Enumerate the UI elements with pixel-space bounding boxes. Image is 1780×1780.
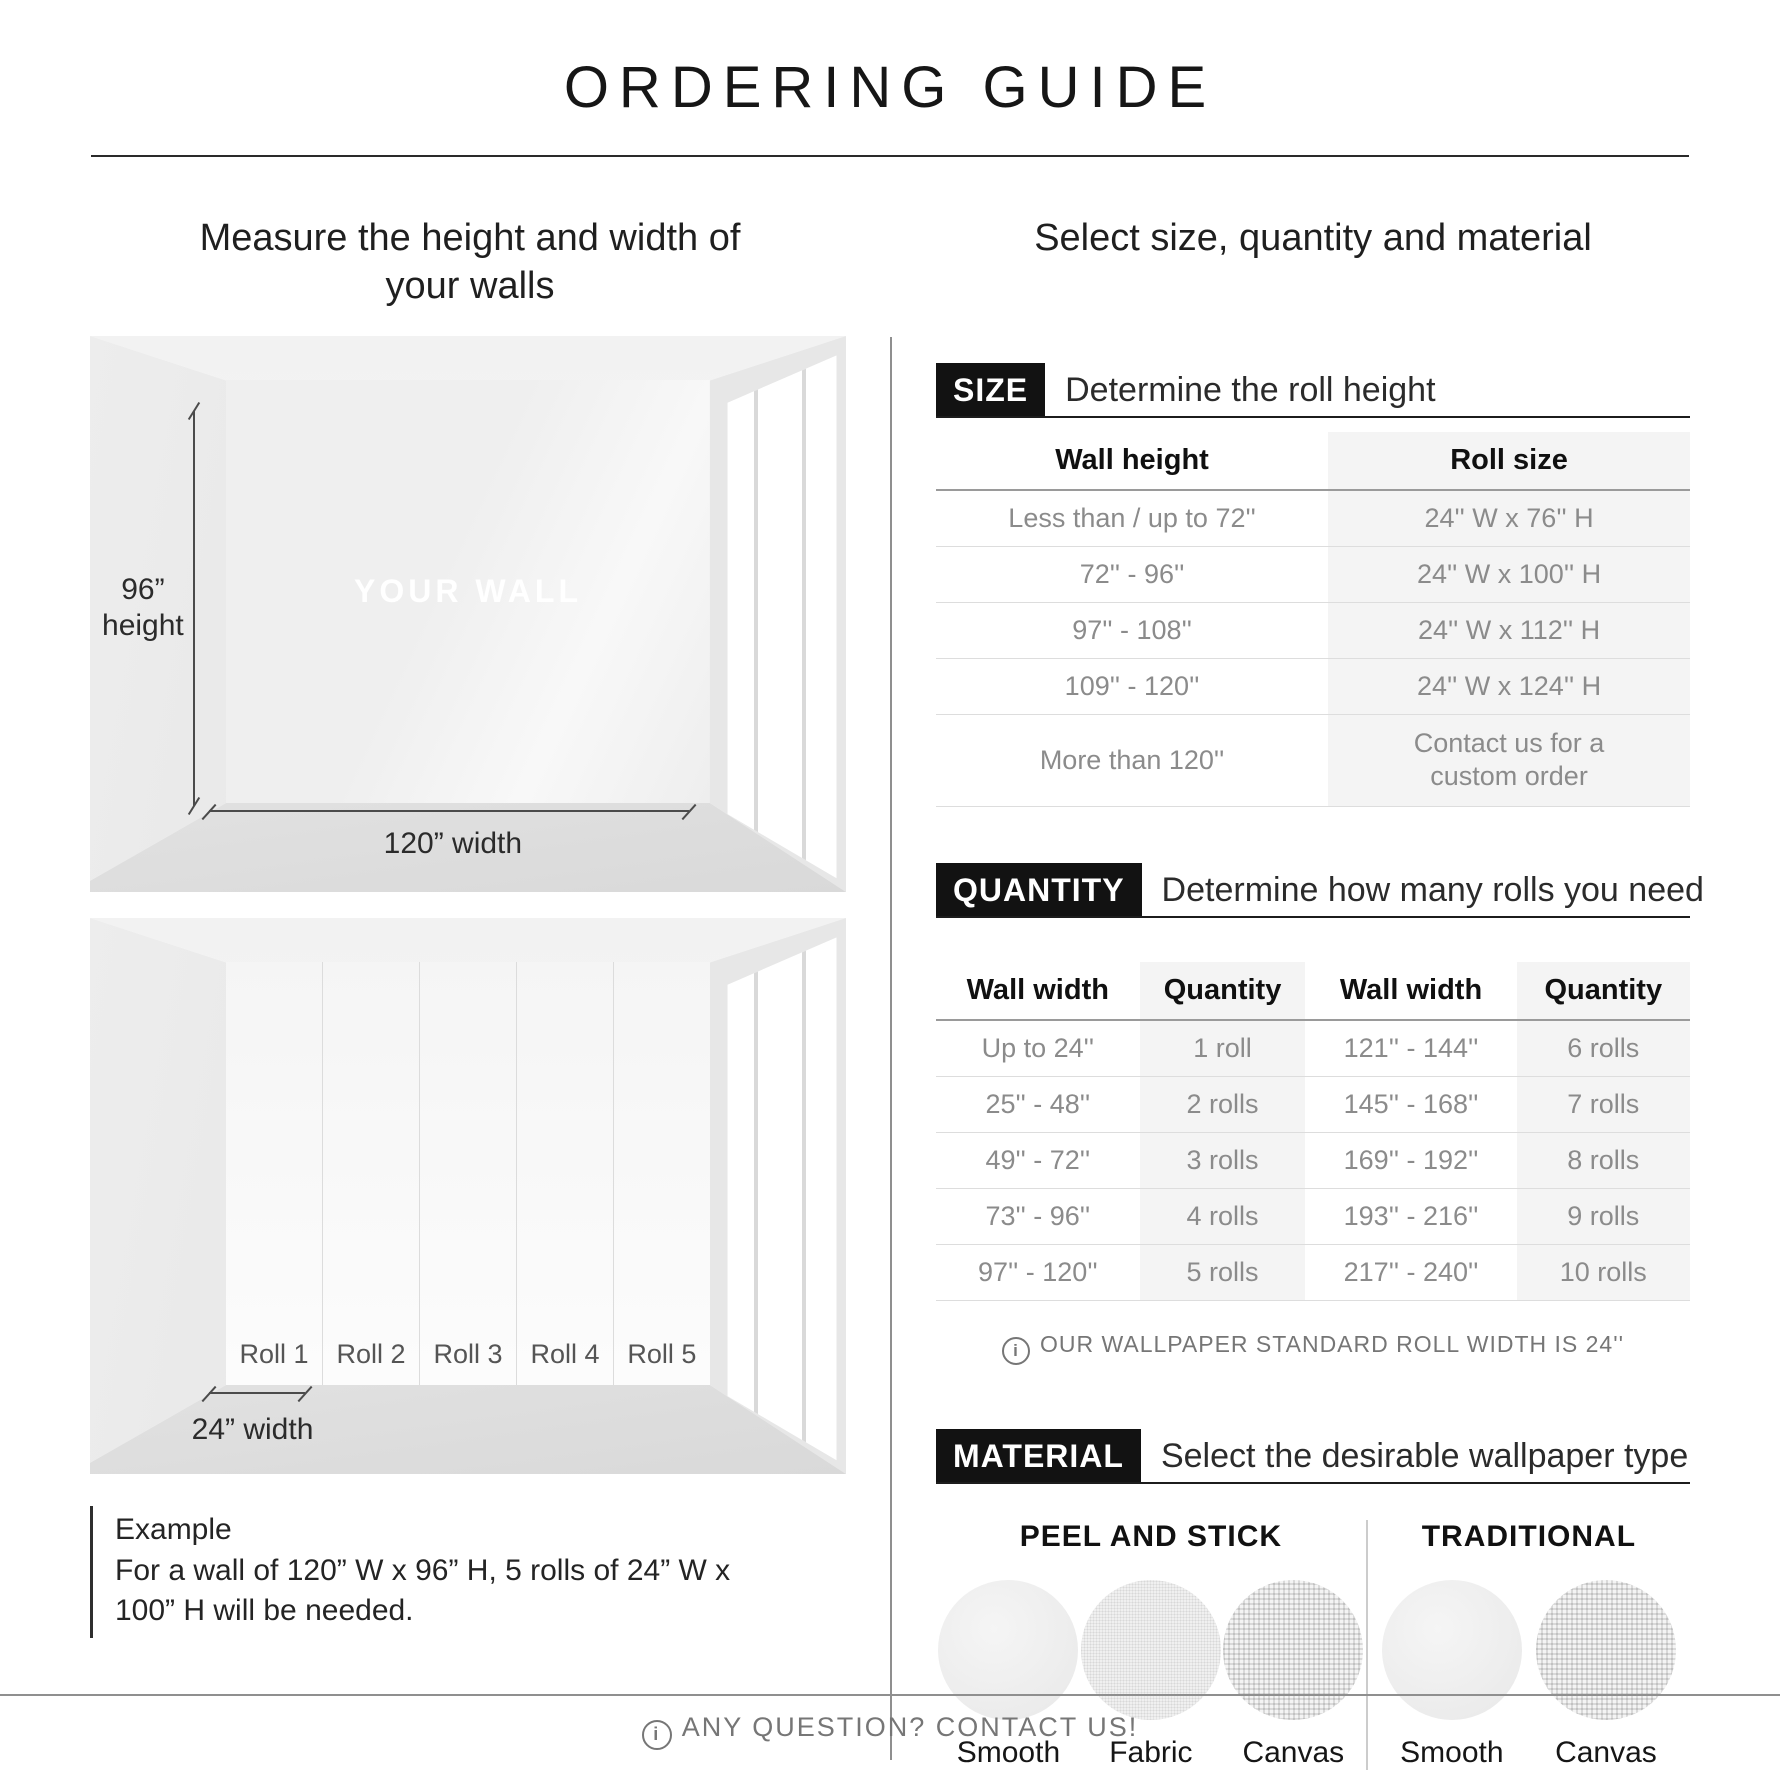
quantity-subtitle: Determine how many rolls you need (1161, 871, 1704, 909)
wall-height-cell: More than 120'' (936, 714, 1328, 807)
height-dimension-line (193, 411, 195, 806)
roll-panel (226, 962, 323, 1385)
size-subtitle: Determine the roll height (1065, 370, 1436, 409)
swatch-label: Fabric (1109, 1736, 1193, 1769)
quantity-cell: 8 rolls (1517, 1133, 1690, 1189)
table-row (936, 1245, 1690, 1301)
table-row (936, 1077, 1690, 1133)
qty-col-wall-width-1: Wall width (936, 962, 1140, 1020)
table-row (936, 602, 1690, 658)
roll-panel (517, 962, 614, 1385)
roll-label: Roll 3 (433, 1339, 503, 1370)
room-window (710, 918, 846, 1474)
roll-label: Roll 5 (627, 1339, 697, 1370)
size-badge: SIZE (936, 363, 1045, 416)
roll-width-note-text: OUR WALLPAPER STANDARD ROLL WIDTH IS 24'' (1040, 1331, 1624, 1357)
info-icon: i (1002, 1337, 1030, 1365)
example-title: Example (115, 1513, 232, 1546)
wall-height-cell: 109'' - 120'' (936, 658, 1328, 714)
quantity-cell: 3 rolls (1140, 1133, 1306, 1189)
material-badge: MATERIAL (936, 1429, 1141, 1482)
width-dimension-line (209, 810, 688, 812)
footer (0, 1694, 1780, 1750)
wall-height-cell: Less than / up to 72'' (936, 490, 1328, 547)
contact-text: ANY QUESTION? CONTACT US! (681, 1712, 1139, 1742)
table-row (936, 1189, 1690, 1245)
title-divider (91, 155, 1689, 157)
peel-and-stick-label: PEEL AND STICK (1019, 1520, 1283, 1553)
quantity-section (936, 863, 1704, 1365)
wall-width-cell: 97'' - 120'' (936, 1245, 1140, 1301)
quantity-cell: 10 rolls (1517, 1245, 1690, 1301)
table-row (936, 546, 1690, 602)
qty-col-quantity-1: Quantity (1140, 962, 1306, 1020)
size-col-roll-size: Roll size (1328, 432, 1690, 490)
wall-width-cell: 73'' - 96'' (936, 1189, 1140, 1245)
roll-panels (226, 962, 710, 1385)
wall-width-cell: 169'' - 192'' (1305, 1133, 1516, 1189)
height-label (94, 572, 192, 644)
swatch-label: Smooth (956, 1736, 1061, 1769)
roll-width-note (936, 1331, 1690, 1365)
size-col-wall-height: Wall height (936, 432, 1328, 490)
wall-width-cell: 49'' - 72'' (936, 1133, 1140, 1189)
swatch-label: Smooth (1400, 1736, 1504, 1769)
table-row (936, 658, 1690, 714)
roll-panel (420, 962, 517, 1385)
quantity-cell: 4 rolls (1140, 1189, 1306, 1245)
wall-width-cell: 193'' - 216'' (1305, 1189, 1516, 1245)
info-icon: i (642, 1720, 672, 1750)
quantity-cell: 7 rolls (1517, 1077, 1690, 1133)
size-section-header (936, 363, 1690, 418)
height-value: 96” (121, 573, 165, 607)
swatch-label: Canvas (1242, 1736, 1345, 1769)
quantity-cell: 5 rolls (1140, 1245, 1306, 1301)
table-row (936, 714, 1690, 807)
select-column (936, 215, 1704, 1770)
roll-size-cell (1328, 714, 1690, 807)
quantity-cell: 1 roll (1140, 1020, 1306, 1077)
size-section (936, 363, 1690, 808)
wall-width-cell: 121'' - 144'' (1305, 1020, 1516, 1077)
traditional-label: TRADITIONAL (1421, 1520, 1637, 1553)
roll-label: Roll 2 (336, 1339, 406, 1370)
quantity-table (936, 962, 1690, 1301)
wall-width-cell: 145'' - 168'' (1305, 1077, 1516, 1133)
table-row (936, 1133, 1690, 1189)
width-label: 120” width (383, 827, 523, 861)
qty-col-wall-width-2: Wall width (1305, 962, 1516, 1020)
wall-width-cell: 25'' - 48'' (936, 1077, 1140, 1133)
roll-size-cell: 24'' W x 124'' H (1328, 658, 1690, 714)
wall-width-cell: Up to 24'' (936, 1020, 1140, 1077)
material-section-header (936, 1429, 1690, 1484)
qty-col-quantity-2: Quantity (1517, 962, 1690, 1020)
example-block (90, 1506, 850, 1638)
roll-label: Roll 1 (239, 1339, 309, 1370)
roll-label: Roll 4 (530, 1339, 600, 1370)
page-title: ORDERING GUIDE (563, 55, 1217, 120)
size-table (936, 432, 1690, 808)
roll-size-cell: 24'' W x 100'' H (1328, 546, 1690, 602)
quantity-section-header (936, 863, 1704, 918)
roll-width-label: 24” width (191, 1412, 314, 1446)
room-window (710, 336, 846, 892)
header (0, 54, 1780, 157)
measure-heading: Measure the height and width of your walls (199, 217, 741, 307)
custom-order-note: Contact us for a custom order (1413, 727, 1605, 792)
room-illustration-measure (90, 336, 846, 892)
roll-panel (323, 962, 420, 1385)
roll-panel (614, 962, 710, 1385)
table-row (936, 1020, 1690, 1077)
column-divider (890, 337, 892, 1760)
room-illustration-rolls (90, 918, 846, 1474)
roll-size-cell: 24'' W x 112'' H (1328, 602, 1690, 658)
select-heading: Select size, quantity and material (1034, 217, 1592, 259)
height-word: height (102, 609, 184, 643)
wall-height-cell: 97'' - 108'' (936, 602, 1328, 658)
quantity-cell: 6 rolls (1517, 1020, 1690, 1077)
wall-width-cell: 217'' - 240'' (1305, 1245, 1516, 1301)
table-row (936, 490, 1690, 547)
roll-size-cell: 24'' W x 76'' H (1328, 490, 1690, 547)
material-subtitle: Select the desirable wallpaper type (1160, 1437, 1689, 1475)
example-text: For a wall of 120” W x 96” H, 5 rolls of 24” W x 100” H will be needed. (115, 1553, 731, 1627)
your-wall-label: YOUR WALL (354, 573, 582, 610)
quantity-cell: 2 rolls (1140, 1077, 1306, 1133)
quantity-cell: 9 rolls (1517, 1189, 1690, 1245)
quantity-badge: QUANTITY (936, 863, 1142, 916)
swatch-label: Canvas (1555, 1736, 1657, 1769)
content-columns (0, 215, 1780, 1770)
roll-width-dimension-line (209, 1392, 304, 1394)
measure-column (90, 215, 850, 1770)
wall-height-cell: 72'' - 96'' (936, 546, 1328, 602)
